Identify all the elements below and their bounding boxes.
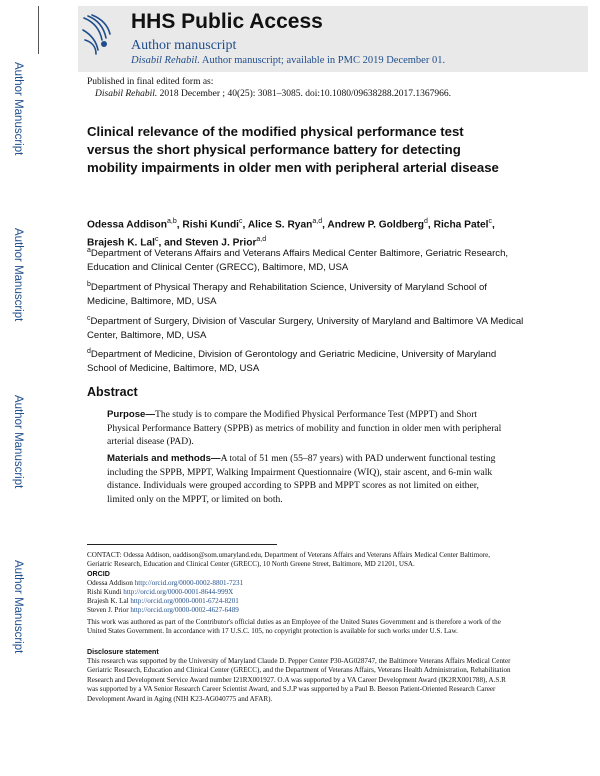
abstract-heading: Abstract — [87, 385, 138, 399]
author-affiliation-mark: c — [239, 218, 243, 225]
author-separator: , — [427, 219, 434, 231]
orcid-heading-label: ORCID — [87, 570, 110, 578]
side-label-author-manuscript: Author Manuscript — [12, 228, 24, 322]
citation-journal: Disabil Rehabil. — [95, 89, 158, 99]
orcid-entry — [87, 606, 517, 615]
affiliation-text: Department of Medicine, Division of Gerontology and Geriatric Medicine, University of Maryland School of Medicine, Baltimore, MD, USA — [87, 349, 497, 375]
orcid-link[interactable]: http://orcid.org/0000-0001-6724-8201 — [130, 597, 239, 605]
orcid-link[interactable]: http://orcid.org/0000-0002-4627-6489 — [130, 606, 239, 614]
affiliation-item — [87, 278, 527, 309]
hhs-eagle-logo-icon — [80, 12, 116, 56]
abstract-methods — [107, 452, 502, 506]
affiliation-mark: c — [87, 315, 91, 322]
orcid-name: Brajesh K. Lal — [87, 597, 129, 605]
author-affiliation-mark: c — [488, 218, 493, 225]
author-name: Andrew P. Goldberg — [327, 219, 425, 231]
citation-line — [95, 89, 451, 99]
author-separator: , and — [158, 237, 186, 249]
affiliation-mark: a — [87, 247, 91, 254]
author-affiliation-mark: a,d — [256, 236, 267, 244]
orcid-name: Rishi Kundi — [87, 588, 122, 596]
affiliation-mark: b — [87, 281, 91, 288]
disclosure-text: This research was supported by the University of Maryland Claude D. Pepper Center P30-AG028747, the Baltimore Veterans Affairs Medical Center Geriatric Research, Education and Clinical Center (GRECC), and the Department of Veterans Affairs, Veterans Health Administration, Rehabilitation Research and Development Service Award number I21RX001927. O.A was supported by a VA Career Development Award (IK2RX001788), A.S.R was supported by a VA Senior Research Career Scientist Award, and S.J.P was supported by a Paul B. Beeson Patient-Oriented Research Career Development Award in Aging (NIH K23-AG040775 and AFAR). — [87, 657, 511, 703]
abstract-purpose — [107, 408, 502, 449]
contact-footnote: CONTACT: Odessa Addison, oaddison@som.umaryland.edu, Department of Veterans Affairs and Veterans Affairs Medical Center Baltimore, Geriatric Research, Education and Clinical Center (GRECC), 10 North Greene Street, Baltimore, MD 21201, USA. — [87, 551, 491, 569]
author-name: Odessa Addison — [87, 219, 168, 231]
author-separator: , — [176, 219, 183, 231]
author-name: Alice S. Ryan — [247, 219, 313, 231]
side-label-author-manuscript: Author Manuscript — [12, 62, 24, 156]
disclosure-heading — [87, 648, 517, 657]
orcid-name: Steven J. Prior — [87, 606, 129, 614]
affiliation-text: Department of Physical Therapy and Rehabilitation Science, University of Maryland School of Medicine, Baltimore, MD, USA — [87, 282, 487, 308]
orcid-link[interactable]: http://orcid.org/0000-0001-8644-999X — [123, 588, 234, 596]
orcid-link[interactable]: http://orcid.org/0000-0002-8801-7231 — [134, 579, 244, 587]
side-label-author-manuscript: Author Manuscript — [12, 395, 24, 489]
author-affiliation-mark: d — [424, 218, 428, 225]
affiliation-item — [87, 244, 527, 275]
orcid-name: Odessa Addison — [87, 579, 133, 587]
header-subtitle: Author manuscript — [131, 38, 237, 53]
affiliation-mark: d — [87, 348, 91, 355]
header-title: HHS Public Access — [131, 10, 323, 33]
author-name: Richa Patel — [433, 219, 489, 231]
affiliation-text: Department of Surgery, Division of Vascular Surgery, University of Maryland and Baltimore VA Medical Center, Baltimore, MD, USA — [87, 316, 524, 342]
government-work-note: This work was authored as part of the Contributor's official duties as an Employee of the United States Government and is therefore a work of the United States Government. In accordance with 17 U.S.C. 105, no copyright protection is available for such works under U.S. Law. — [87, 618, 501, 636]
availability-text: Author manuscript; available in PMC 2019 December 01. — [199, 55, 446, 66]
header-journal-line — [131, 55, 445, 66]
article-title: Clinical relevance of the modified physical performance test versus the short physical performance battery for detecting mobility impairments in older men with peripheral arterial disease — [87, 124, 499, 175]
published-label: Published in final edited form as: — [87, 77, 214, 87]
author-affiliation-mark: a,d — [312, 218, 323, 225]
author-affiliation-mark: a,b — [167, 218, 177, 225]
citation-details: 2018 December ; 40(25): 3081–3085. doi:10.1080/09638288.2017.1367966. — [157, 89, 451, 99]
orcid-entry — [87, 597, 517, 606]
disclosure-heading-label: Disclosure statement — [87, 648, 159, 656]
purpose-text: The study is to compare the Modified Physical Performance Test (MPPT) and Short Physical Performance Battery (SPPB) as metrics of mobility and function in older men with peripheral arterial disease (PAD). — [107, 409, 502, 448]
methods-text: A total of 51 men (55–87 years) with PAD underwent functional testing including the SPPB, MPPT, Walking Impairment Questionnaire (WIQ), stair ascent, and 6-min walk distance. Individuals were grouped according to SPPB and MPPT scores as not limited on either, limited only on the MPPT, or limited on both. — [107, 453, 496, 505]
orcid-entry — [87, 579, 517, 588]
author-separator: , — [492, 219, 495, 231]
author-separator: , — [322, 219, 328, 231]
affiliation-item — [87, 345, 527, 376]
author-name: Steven J. Prior — [185, 237, 257, 249]
affiliation-text: Department of Veterans Affairs and Veterans Affairs Medical Center Baltimore, Geriatric Research, Education and Clinical Center (GRECC), Baltimore, MD, USA — [87, 248, 509, 274]
affiliation-item — [87, 312, 527, 343]
header-divider-line — [38, 6, 39, 54]
author-separator: , — [242, 219, 248, 231]
journal-name: Disabil Rehabil. — [131, 55, 200, 66]
author-affiliation-mark: c — [154, 236, 159, 244]
purpose-label: Purpose— — [107, 409, 155, 420]
author-name: Brajesh K. Lal — [87, 237, 155, 249]
footnote-rule — [87, 544, 277, 545]
side-label-author-manuscript: Author Manuscript — [12, 560, 24, 654]
methods-label: Materials and methods— — [107, 453, 221, 464]
orcid-entry — [87, 588, 517, 597]
author-name: Rishi Kundi — [182, 219, 240, 231]
orcid-heading — [87, 570, 517, 579]
